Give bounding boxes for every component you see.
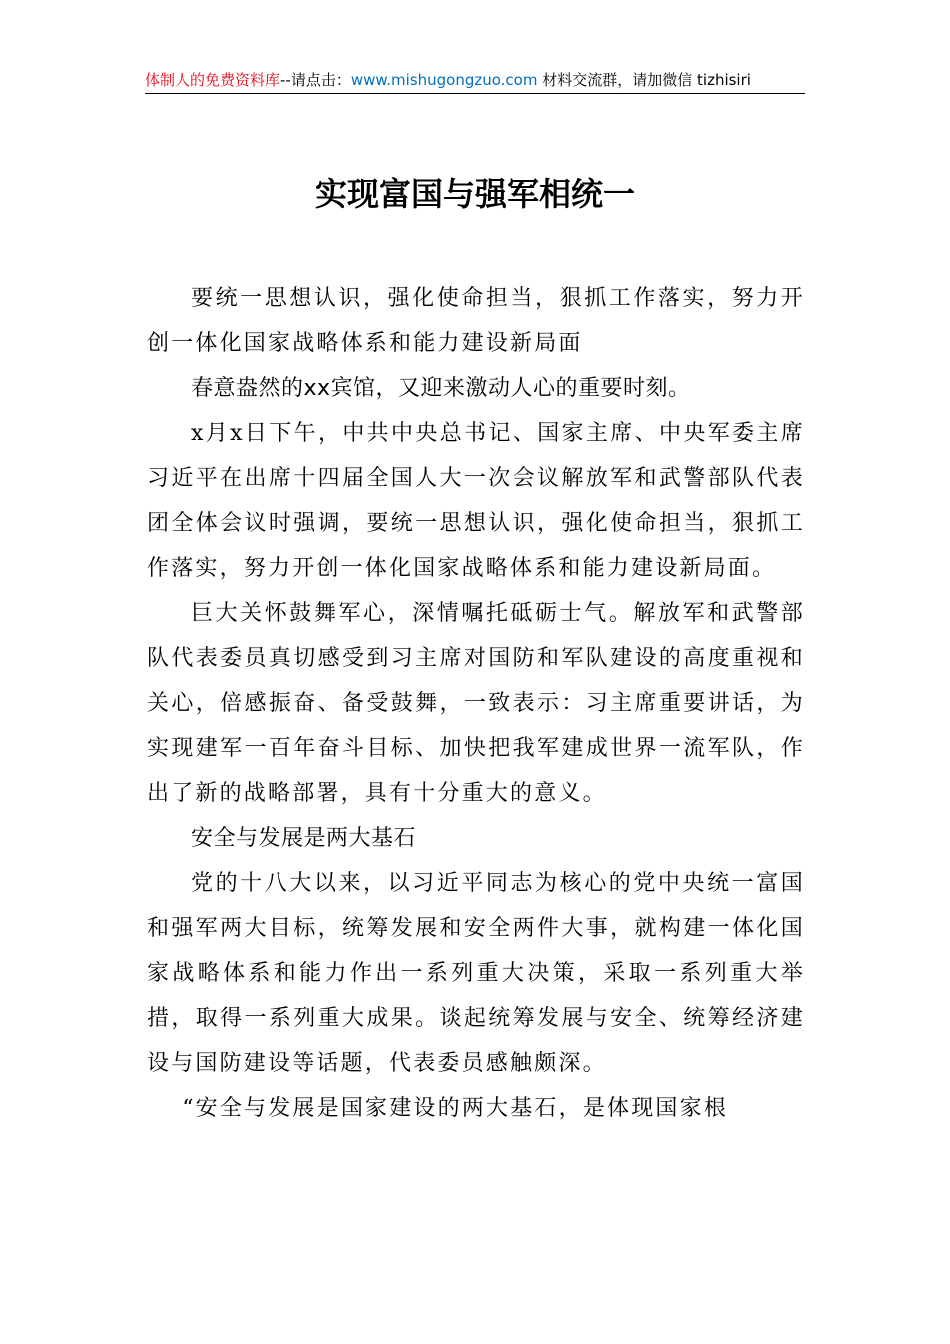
paragraph-lead: 要统一思想认识，强化使命担当，狠抓工作落实，努力开创一体化国家战略体系和能力建设新局面 — [147, 286, 805, 356]
paragraph-care: 巨大关怀鼓舞军心，深情嘱托砥砺士气。解放军和武警部队代表委员真切感受到习主席对国防和军队建设的高度重视和关心，倍感振奋、备受鼓舞，一致表示：习主席重要讲话，为实现建军一百年奋斗目标、加快把我军建成世界一流军队，作出了新的战略部署，具有十分重大的意义。 — [147, 601, 805, 806]
paragraph-quote: “安全与发展是国家建设的两大基石，是体现国家根 — [182, 1096, 729, 1121]
document-title: 实现富国与强军相统一 — [314, 175, 635, 213]
subheading-security: 安全与发展是两大基石 — [191, 826, 417, 851]
header-site-name: 体制人的免费资料库 — [145, 71, 281, 89]
subheading-spring: 春意盎然的xx宾馆，又迎来激动人心的重要时刻。 — [191, 376, 691, 401]
paragraph-eighteenth: 党的十八大以来，以习近平同志为核心的党中央统一富国和强军两大目标，统筹发展和安全两件大事，就构建一体化国家战略体系和能力作出一系列重大决策，采取一系列重大举措，取得一系列重大成果。谈起统筹发展与安全、统筹经济建设与国防建设等话题，代表委员感触颇深。 — [147, 871, 805, 1076]
header-group-text: 材料交流群，请加微信 tizhisiri — [537, 71, 751, 89]
header-url-link[interactable]: www.mishugongzuo.com — [350, 71, 538, 89]
paragraph-meeting: x月x日下午，中共中央总书记、国家主席、中央军委主席习近平在出席十四届全国人大一次会议解放军和武警部队代表团全体会议时强调，要统一思想认识，强化使命担当，狠抓工作落实，努力开创一体化国家战略体系和能力建设新局面。 — [147, 421, 805, 581]
page-header — [145, 70, 805, 94]
header-click-text: --请点击： — [280, 71, 351, 89]
document-body — [147, 276, 805, 1131]
